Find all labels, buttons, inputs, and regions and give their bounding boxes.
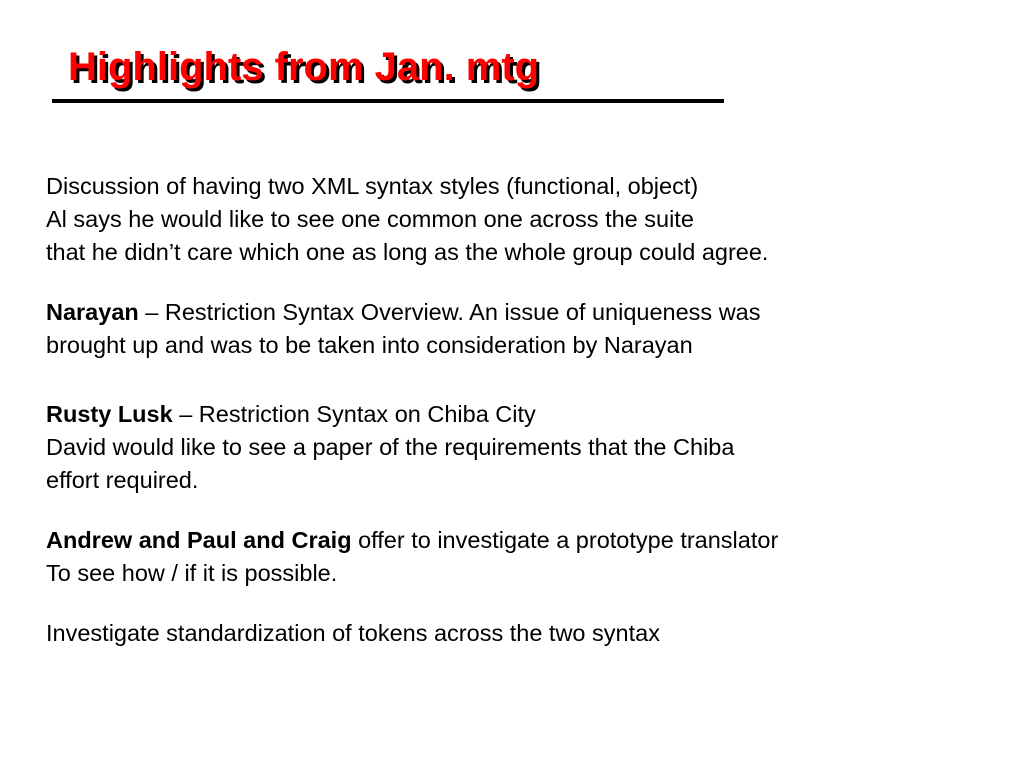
slide-title: Highlights from Jan. mtg xyxy=(68,45,540,89)
paragraph-line xyxy=(46,296,761,329)
paragraph-rusty-lusk xyxy=(46,398,734,497)
paragraph-text: offer to investigate a prototype translator xyxy=(351,527,779,553)
paragraph-line: Al says he would like to see one common one across the suite xyxy=(46,206,694,232)
speaker-name: Andrew and Paul and Craig xyxy=(46,527,352,553)
paragraph-line: Investigate standardization of tokens across the two syntax xyxy=(46,620,660,646)
paragraph-line: Discussion of having two XML syntax styles (functional, object) xyxy=(46,173,699,199)
paragraph-token-standardization xyxy=(46,617,660,650)
paragraph-text: – Restriction Syntax on Chiba City xyxy=(172,401,536,427)
paragraph-andrew-paul-craig xyxy=(46,524,778,590)
paragraph-line: that he didn’t care which one as long as the whole group could agree. xyxy=(46,239,769,265)
paragraph-text: – Restriction Syntax Overview. An issue of uniqueness was xyxy=(138,299,761,325)
paragraph-xml-syntax-discussion xyxy=(46,170,768,269)
paragraph-line: To see how / if it is possible. xyxy=(46,560,338,586)
speaker-name: Rusty Lusk xyxy=(46,401,173,427)
paragraph-narayan xyxy=(46,296,761,362)
paragraph-line xyxy=(46,398,734,431)
title-underline xyxy=(52,99,724,103)
paragraph-line: brought up and was to be taken into consideration by Narayan xyxy=(46,332,693,358)
speaker-name: Narayan xyxy=(46,299,139,325)
paragraph-line xyxy=(46,524,778,557)
paragraph-line: effort required. xyxy=(46,467,199,493)
paragraph-line: David would like to see a paper of the requirements that the Chiba xyxy=(46,434,735,460)
